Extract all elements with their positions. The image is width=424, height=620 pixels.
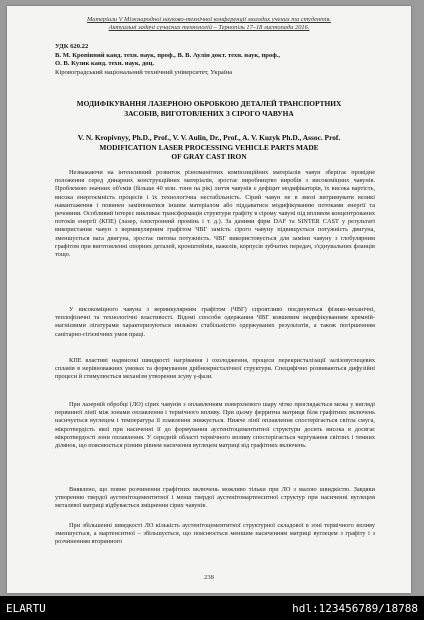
- title-en-line-2: OF GRAY CAST IRON: [171, 152, 247, 161]
- handle-identifier: hdl:123456789/18788: [292, 602, 418, 615]
- paragraph-6: При збільшенні швидкості ЛО кількість аустенітоцементитної структурної складової в зоні термічного впливу зменшується, а мартенситної – збільшується, що пояснюється меншим насиченням матриці вуглецем з графіту і з розчиненням вторинного: [55, 522, 375, 546]
- authors-english: V. N. Kropivnyy, Ph.D., Prof., V. V. Aulin, Dr., Prof., A. V. Kuzyk Ph.D., Assoc. Prof.: [77, 133, 341, 142]
- udc-code: УДК 620.22: [55, 43, 89, 50]
- paragraph-1: Незважаючи на інтенсивний розвиток різноманітних композиційних матеріалів чавун зберігає провідне положення серед динарних конструкційних матеріалів, зростає виробництво виробів з високоміцних чавунів. Проблемою значних об'ємів (більше 40 млн. тонн на рік) лиття чавунів є дефіцит модифікаторів, їх висока вартість, висока енергоємність процесів і їх технологічна нестабільність. Сірий чавун не в змозі витримувати великі навантаження і повинен замінюватися іншим матеріалом або піддаватися модифікуванню потоками енергії та речовини. Особливий інтерес викликає трансформація структури графіту в сірому чавуні під впливом концентрованих потоків енергії (КПЕ) (лазер, електронний промінь і т. д.). За даними фірм DAF та SINTER CAST у результаті використання чавун з вермикулярним графітом ЧВГ замість сірого чавуну підвищується потужність двигуна, зменшується вага двигуна, зростає питома потужність. ЧВГ використовується для заміни чавуну з глобулярним графітом при виготовленні опорних деталей, кронштейнів, важелів, корпусів зубчатих передач, з'єднувальних фланців тощо.: [55, 169, 375, 259]
- repository-name: ELARTU: [6, 602, 46, 615]
- title-english: [37, 133, 381, 162]
- paragraph-2: У високоміцного чавуна з вермикулярним графітом (ЧВГ) спроятливо поєднуються фізико-механічні, теплофізичні та технологічні властивості. Відомі способи одержання ЧВГ ковшевим модифікуванням кремній-магнієвими лігатурами характеризуються низькою стабільністю одержуваних результатів, а також погіршенням санітарно-гігієнічних умов праці.: [55, 306, 375, 338]
- document-page: [7, 6, 411, 593]
- paragraph-5: Виявлено, що повне розчинення графітних включень можливо тільки при ЛО з малою швидкістю. Завдяки утворенню твердої аустенітоцементитної і менш твердої аустенітомартенситної структур при насиченні вуглецем металевої матриці відбувається зміцнення сірих чавунів.: [55, 486, 375, 510]
- paragraph-3: КПЕ властиві надвисокі швидкості нагрівання і охолодження, процеси перекристалізації залізовуглецевих сплавів в нерівноважних умовах та формування дрібнокристалічної структури. Специфічно розвиваються дифузійні процеси й стимулюється механізм утворення зсуву γ-фази.: [55, 357, 375, 381]
- title-uk-line-1: МОДИФІКУВАННЯ ЛАЗЕРНОЮ ОБРОБКОЮ ДЕТАЛЕЙ ТРАНСПОРТНИХ: [76, 99, 342, 108]
- header-line-1: Матеріали V Міжнародної науково-технічної конференції молодих учених та студентів.: [87, 16, 331, 23]
- page-number: 238: [204, 574, 214, 581]
- authors-uk-line-2: О. В. Кузик канд. техн. наук, доц.: [55, 60, 155, 67]
- conference-header: [7, 16, 411, 32]
- title-ukrainian: [37, 99, 381, 118]
- status-bar: [0, 596, 424, 620]
- authors-uk-line-1: В. М. Кропівний канд. техн. наук, проф., В. В. Аулін докт. техн. наук, проф.,: [55, 51, 281, 59]
- paragraph-4: При лазерній обробці (ЛО) сірих чавунів з оплавленням поверхневого шару чітко проглядається межа у вигляді первинної лінії між зонами оплавлення і термічного впливу. При цьому ферритна матриця біля графітних включень насичується вуглецем і температура її плавлення знижується. Нижче лінії оплавлення спостерігається світла смуга, мікротвердість якої при насиченні її до формування аустенітоцементитної структури досить висока в досягає мікротвердості зони оплавлення. У середній області термічного впливу спостерігається чергування світлих і темних ділянок, що пояснюється різним рівнем насичення вуглецем матриці від графітних включень.: [55, 401, 375, 450]
- header-line-2: Актуальні задачі сучасних технологій – Тернопіль 17–18 листопада 2016.: [108, 24, 310, 31]
- affiliation: Кіровоградський національний технічний університет, Україна: [55, 68, 233, 76]
- title-uk-line-2: ЗАСОБІВ, ВИГОТОВЛЕНИХ З СІРОГО ЧАВУНА: [124, 108, 294, 118]
- title-en-line-1: MODIFICATION LASER PROCESSING VEHICLE PARTS MADE: [99, 142, 319, 152]
- article-meta: [55, 43, 385, 77]
